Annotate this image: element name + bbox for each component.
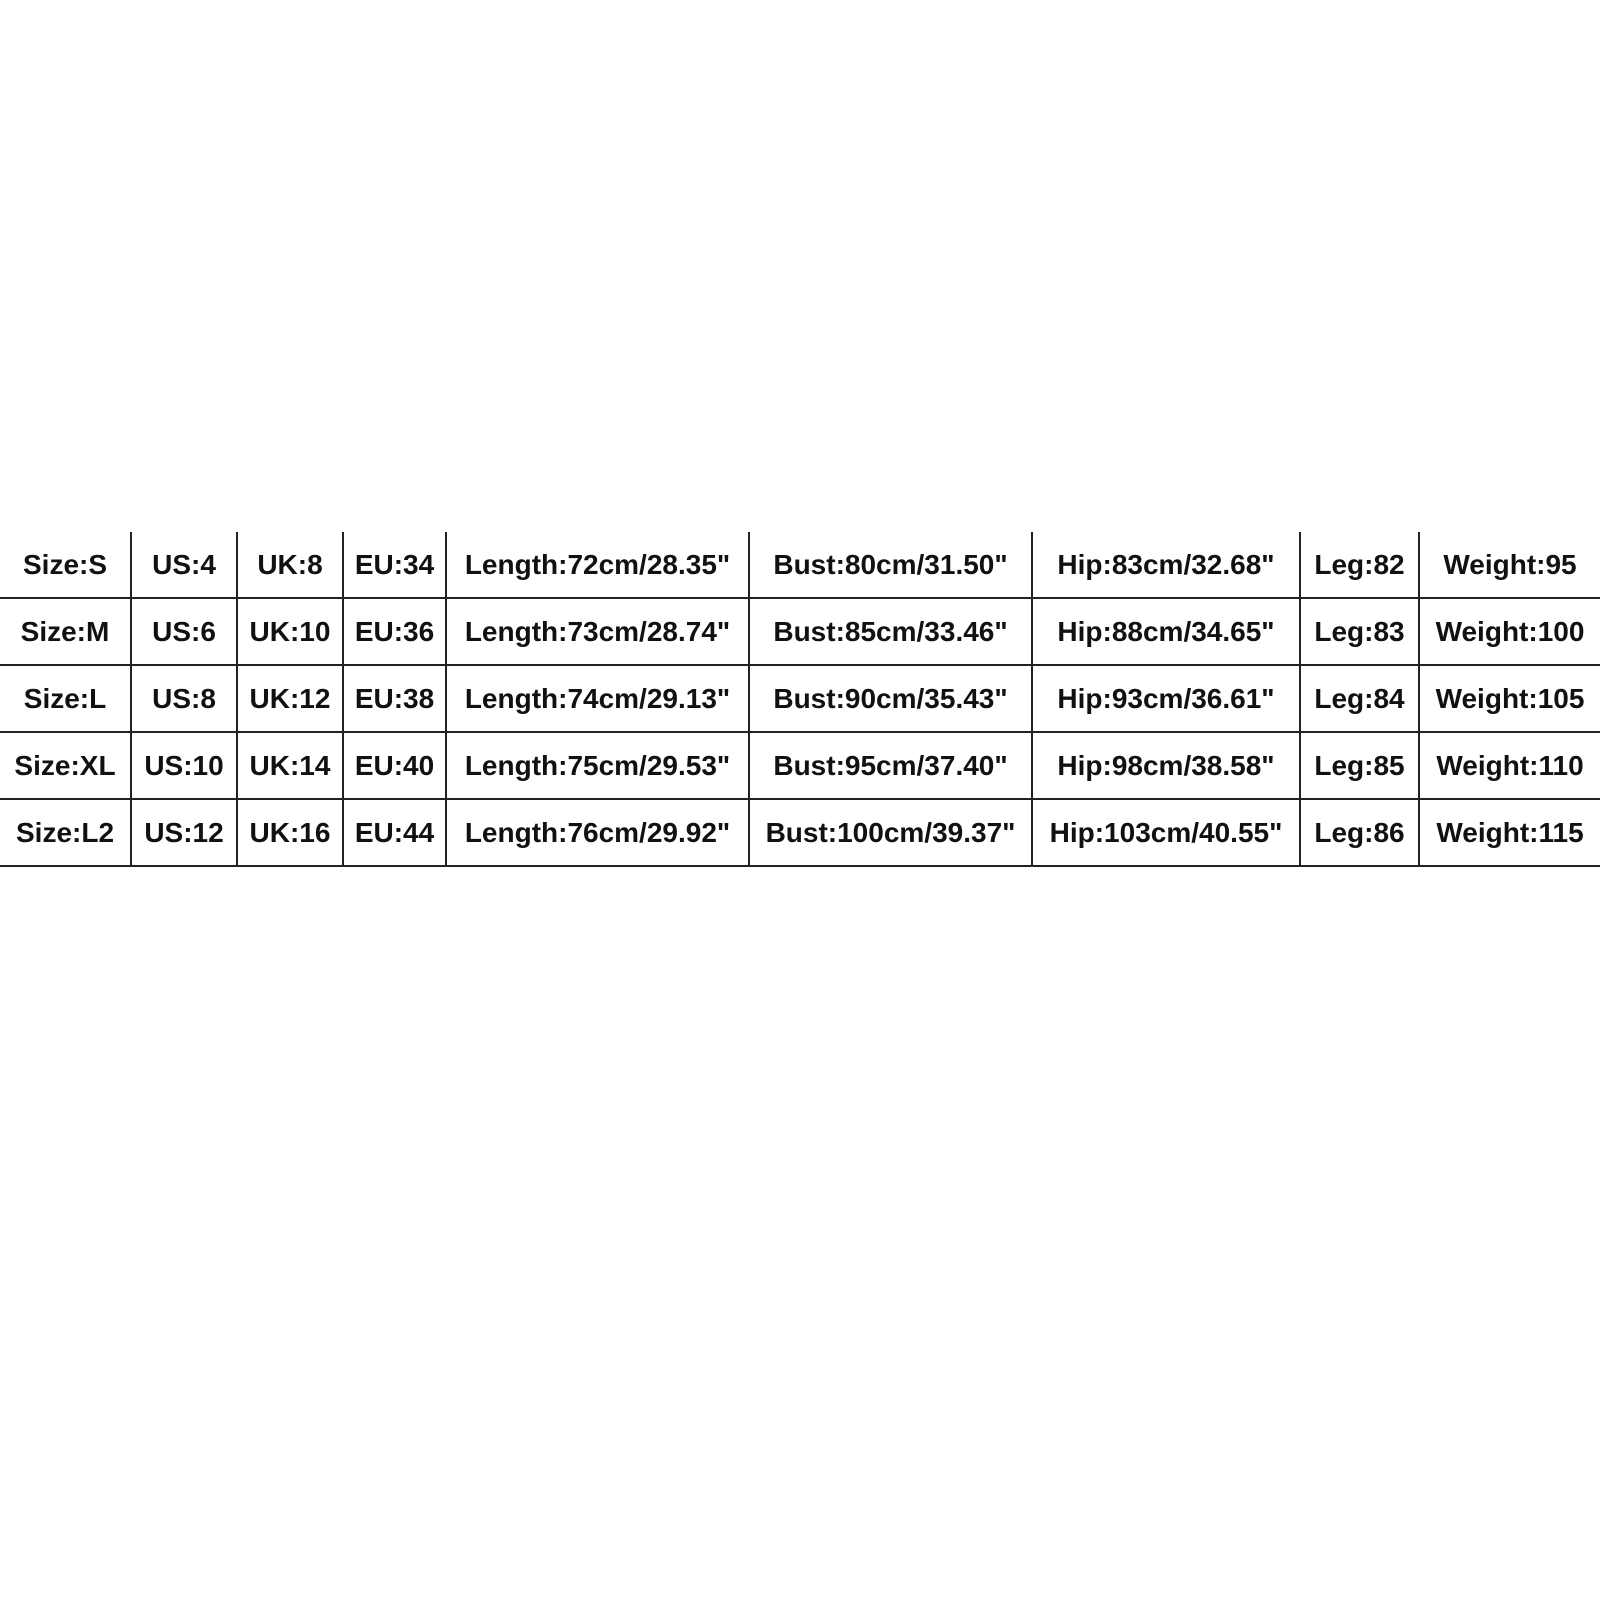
eu-size-cell: EU:36 bbox=[343, 598, 446, 665]
bust-cell: Bust:100cm/39.37" bbox=[749, 799, 1032, 866]
length-cell: Length:76cm/29.92" bbox=[446, 799, 749, 866]
us-size-cell: US:12 bbox=[131, 799, 237, 866]
weight-cell: Weight:115 bbox=[1419, 799, 1600, 866]
eu-size-cell: EU:44 bbox=[343, 799, 446, 866]
length-cell: Length:72cm/28.35" bbox=[446, 532, 749, 598]
weight-cell: Weight:105 bbox=[1419, 665, 1600, 732]
hip-cell: Hip:83cm/32.68" bbox=[1032, 532, 1300, 598]
size-cell: Size:L2 bbox=[0, 799, 131, 866]
bust-cell: Bust:90cm/35.43" bbox=[749, 665, 1032, 732]
hip-cell: Hip:93cm/36.61" bbox=[1032, 665, 1300, 732]
size-row-l bbox=[0, 665, 1600, 732]
leg-cell: Leg:83 bbox=[1300, 598, 1419, 665]
leg-cell: Leg:85 bbox=[1300, 732, 1419, 799]
size-cell: Size:XL bbox=[0, 732, 131, 799]
weight-cell: Weight:100 bbox=[1419, 598, 1600, 665]
size-row-xl bbox=[0, 732, 1600, 799]
leg-cell: Leg:82 bbox=[1300, 532, 1419, 598]
leg-cell: Leg:86 bbox=[1300, 799, 1419, 866]
length-cell: Length:74cm/29.13" bbox=[446, 665, 749, 732]
hip-cell: Hip:103cm/40.55" bbox=[1032, 799, 1300, 866]
weight-cell: Weight:110 bbox=[1419, 732, 1600, 799]
bust-cell: Bust:80cm/31.50" bbox=[749, 532, 1032, 598]
size-row-s bbox=[0, 532, 1600, 598]
size-cell: Size:M bbox=[0, 598, 131, 665]
us-size-cell: US:4 bbox=[131, 532, 237, 598]
size-chart-table bbox=[0, 532, 1600, 867]
size-row-m bbox=[0, 598, 1600, 665]
hip-cell: Hip:98cm/38.58" bbox=[1032, 732, 1300, 799]
eu-size-cell: EU:34 bbox=[343, 532, 446, 598]
us-size-cell: US:8 bbox=[131, 665, 237, 732]
uk-size-cell: UK:10 bbox=[237, 598, 343, 665]
us-size-cell: US:10 bbox=[131, 732, 237, 799]
size-chart-body bbox=[0, 532, 1600, 866]
us-size-cell: US:6 bbox=[131, 598, 237, 665]
uk-size-cell: UK:14 bbox=[237, 732, 343, 799]
length-cell: Length:75cm/29.53" bbox=[446, 732, 749, 799]
leg-cell: Leg:84 bbox=[1300, 665, 1419, 732]
bust-cell: Bust:85cm/33.46" bbox=[749, 598, 1032, 665]
bust-cell: Bust:95cm/37.40" bbox=[749, 732, 1032, 799]
size-cell: Size:L bbox=[0, 665, 131, 732]
uk-size-cell: UK:8 bbox=[237, 532, 343, 598]
uk-size-cell: UK:12 bbox=[237, 665, 343, 732]
weight-cell: Weight:95 bbox=[1419, 532, 1600, 598]
size-cell: Size:S bbox=[0, 532, 131, 598]
eu-size-cell: EU:40 bbox=[343, 732, 446, 799]
uk-size-cell: UK:16 bbox=[237, 799, 343, 866]
hip-cell: Hip:88cm/34.65" bbox=[1032, 598, 1300, 665]
length-cell: Length:73cm/28.74" bbox=[446, 598, 749, 665]
eu-size-cell: EU:38 bbox=[343, 665, 446, 732]
size-row-l2 bbox=[0, 799, 1600, 866]
